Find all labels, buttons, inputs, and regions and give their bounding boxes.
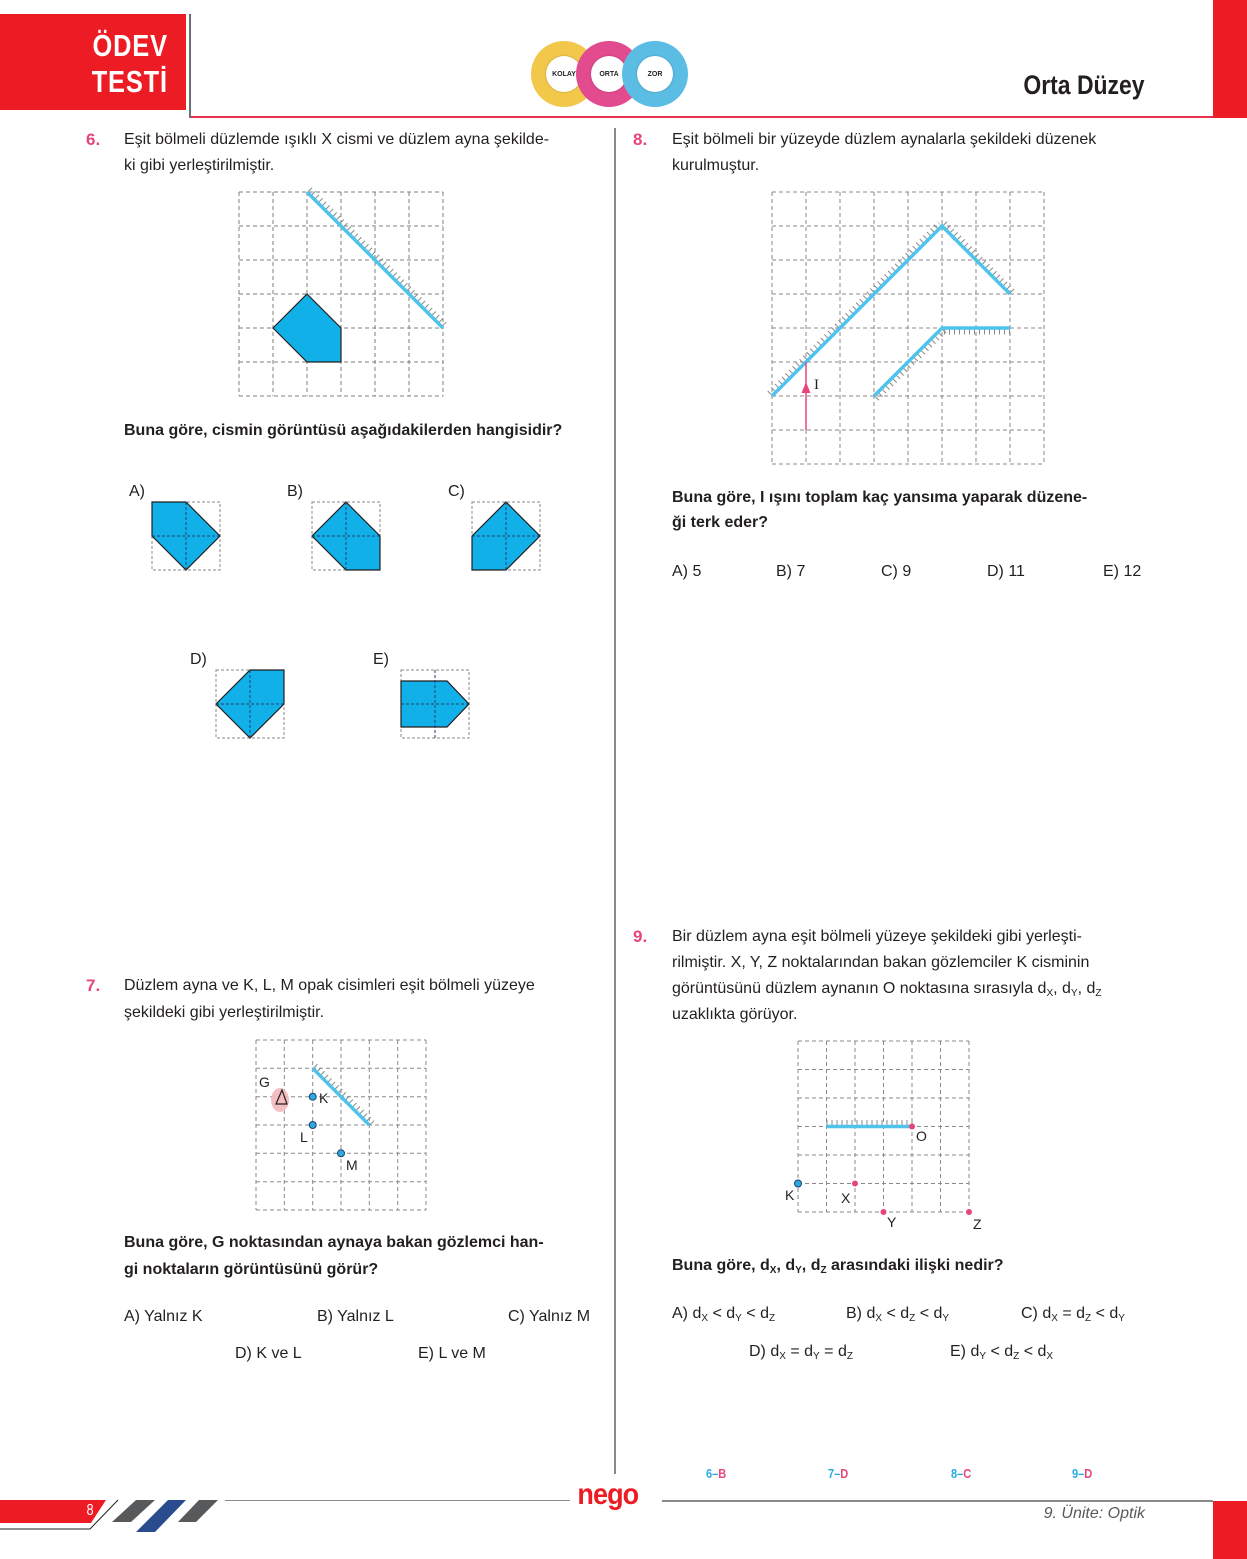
option-e[interactable]: E) 12 <box>1103 563 1142 580</box>
answer-key-item: 9–D <box>1072 1466 1093 1481</box>
badge-line-1: ÖDEV <box>92 28 168 63</box>
option-e-label[interactable]: E) <box>373 651 389 668</box>
question-prompt-line: Buna göre, G noktasından aynaya bakan gözlemci han- <box>124 1234 544 1251</box>
option-d[interactable]: D) K ve L <box>235 1345 302 1362</box>
question-number: 6. <box>86 130 101 149</box>
question-text-line: kurulmuştur. <box>672 157 760 174</box>
option-b-figure[interactable] <box>312 502 381 571</box>
label-z: Z <box>973 1216 982 1232</box>
option-c-figure[interactable] <box>472 502 541 571</box>
footer-side-bar <box>1213 1501 1247 1559</box>
level-zor-ring <box>622 41 688 107</box>
option-e[interactable]: E) $d_Y < d_Z < d_X$ <box>950 1343 1054 1362</box>
q6-figure <box>239 192 444 397</box>
question-prompt-line: gi noktaların görüntüsünü görür? <box>124 1261 379 1278</box>
point-k <box>309 1093 316 1100</box>
question-text-line: Bir düzlem ayna eşit bölmeli yüzeye şekildeki gibi yerleşti- <box>672 928 1082 945</box>
test-badge <box>0 14 186 110</box>
option-c-label[interactable]: C) <box>448 483 465 500</box>
grid <box>256 1040 426 1210</box>
option-a[interactable]: A) Yalnız K <box>124 1308 203 1325</box>
label-ray-i: I <box>814 377 819 393</box>
label-y: Y <box>887 1214 897 1230</box>
option-b[interactable]: B) 7 <box>776 563 806 580</box>
header-vertical-divider <box>189 14 191 118</box>
badge-line-2: TESTİ <box>91 64 168 99</box>
observer-x <box>852 1181 858 1187</box>
footer-stripes <box>0 1495 300 1540</box>
column-divider <box>614 128 616 1474</box>
option-a[interactable]: A) $d_X < d_Y < d_Z$ <box>672 1305 776 1324</box>
option-e[interactable]: E) L ve M <box>418 1345 486 1362</box>
option-d-figure[interactable] <box>216 670 285 739</box>
question-prompt-line: Buna göre, I ışını toplam kaç yansıma yaparak düzene- <box>672 489 1088 506</box>
observer-z <box>966 1209 972 1215</box>
option-a[interactable]: A) 5 <box>672 563 702 580</box>
answer-key-item: 8–C <box>951 1466 972 1481</box>
q9-figure <box>785 1041 982 1232</box>
label-g: G <box>259 1074 270 1090</box>
label-l: L <box>300 1129 308 1145</box>
question-text-line: Eşit bölmeli bir yüzeyde düzlem aynalarla şekildeki düzenek <box>672 131 1097 148</box>
brand-logo: nego <box>577 1478 639 1511</box>
observer-y <box>881 1209 887 1215</box>
point-m <box>338 1150 345 1157</box>
option-e-figure[interactable] <box>401 670 470 739</box>
level-title: Orta Düzey <box>1023 70 1145 100</box>
label-o: O <box>916 1128 927 1144</box>
header-side-bar <box>1213 0 1247 118</box>
question-prompt: Buna göre, cismin görüntüsü aşağıdakilerden hangisidir? <box>124 422 563 439</box>
option-b[interactable]: B) $d_X < d_Z < d_Y$ <box>846 1305 950 1324</box>
option-c[interactable]: C) 9 <box>881 563 912 580</box>
footer-rule-right <box>662 1500 1213 1502</box>
q8-figure <box>772 192 1045 465</box>
question-text-line: ki gibi yerleştirilmiştir. <box>124 157 275 174</box>
question-prompt: Buna göre, $d_X$, $d_Y$, $d_Z$ arasındaki ilişki nedir? <box>672 1257 1004 1276</box>
eye-icon <box>271 1088 289 1112</box>
question-text-line: Düzlem ayna ve K, L, M opak cisimleri eşit bölmeli yüzeye <box>124 977 535 994</box>
level-zor-label: ZOR <box>637 56 673 92</box>
label-x: X <box>841 1190 851 1206</box>
option-a-figure[interactable] <box>152 502 221 571</box>
question-prompt-line: ği terk eder? <box>672 514 769 531</box>
option-c[interactable]: C) $d_X = d_Z < d_Y$ <box>1021 1305 1125 1324</box>
q7-figure <box>256 1040 427 1211</box>
label-k: K <box>785 1187 795 1203</box>
answer-key-item: 6–B <box>706 1466 727 1481</box>
mirror-hatch <box>310 190 446 326</box>
question-number: 9. <box>633 927 648 946</box>
option-d[interactable]: D) $d_X = d_Y = d_Z$ <box>749 1343 853 1362</box>
option-d-label[interactable]: D) <box>190 651 207 668</box>
footer-rule-left <box>225 1500 570 1501</box>
question-text-line: görüntüsünü düzlem aynanın O noktasına sırasıyla $d_X$, $d_Y$, $d_Z$ <box>672 980 1102 999</box>
light-object-x <box>273 294 341 362</box>
arrow-up-icon <box>802 382 811 393</box>
question-text-line: uzaklıkta görüyor. <box>672 1006 798 1023</box>
answer-key-item: 7–D <box>828 1466 849 1481</box>
question-text-line: şekildeki gibi yerleştirilmiştir. <box>124 1004 325 1021</box>
label-m: M <box>346 1157 358 1173</box>
option-b-label[interactable]: B) <box>287 483 303 500</box>
question-text-line: Eşit bölmeli düzlemde ışıklı X cismi ve düzlem ayna şekilde- <box>124 131 550 148</box>
level-kolay-label: KOLAY <box>546 56 582 92</box>
option-b[interactable]: B) Yalnız L <box>317 1308 394 1325</box>
question-number: 8. <box>633 130 648 149</box>
question-number: 7. <box>86 976 101 995</box>
option-c[interactable]: C) Yalnız M <box>508 1308 591 1325</box>
point-o <box>909 1124 915 1130</box>
unit-title: 9. Ünite: Optik <box>1043 1505 1145 1522</box>
option-a-label[interactable]: A) <box>129 483 145 500</box>
option-d[interactable]: D) 11 <box>987 563 1025 580</box>
header-rule <box>191 116 1213 118</box>
page-number: 8 <box>86 1502 94 1519</box>
object-k <box>795 1180 802 1187</box>
question-text-line: rilmiştir. X, Y, Z noktalarından bakan gözlemciler K cisminin <box>672 954 1090 971</box>
level-orta-label: ORTA <box>591 56 627 92</box>
point-l <box>309 1122 316 1129</box>
label-k: K <box>319 1090 329 1106</box>
